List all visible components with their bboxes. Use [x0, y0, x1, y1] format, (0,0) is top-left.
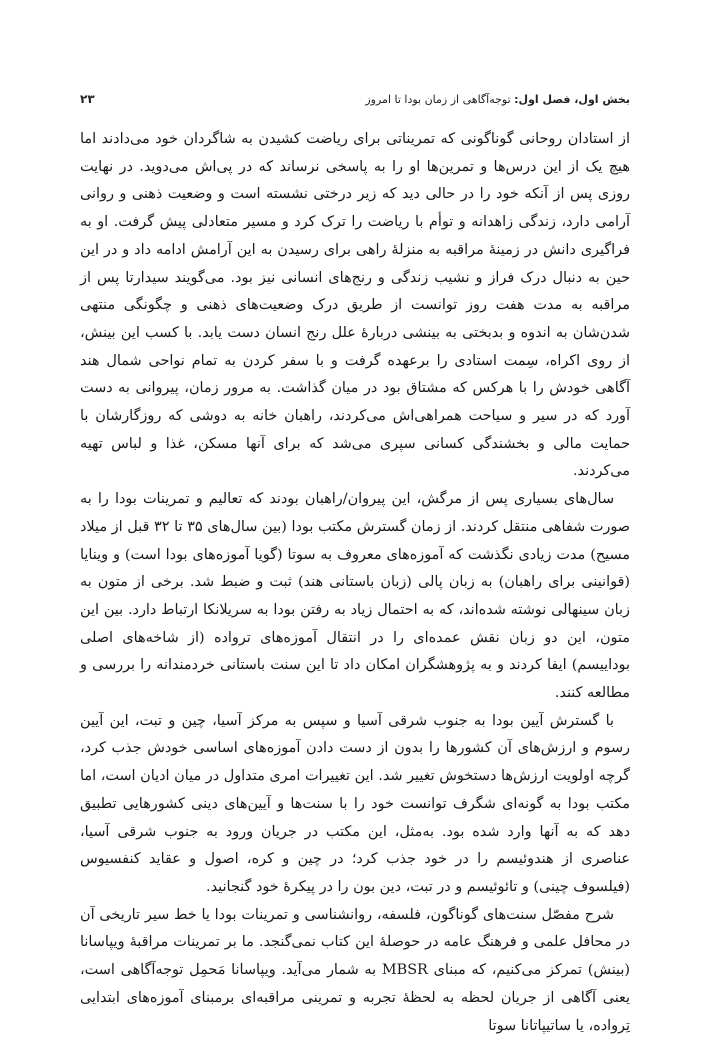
- body-text: [80, 126, 630, 1040]
- chapter-title: توجه‌آگاهی از زمان بودا تا امروز: [365, 93, 511, 106]
- section-label: بخش اول، فصل اول:: [514, 93, 630, 106]
- page-number: ۲۳: [80, 92, 95, 106]
- paragraph-2: سال‌های بسیاری پس از مرگش، این پیروان/راهبان بودند که تعالیم و تمرینات بودا را به صورت شفاهی منتقل کردند. از زمان گسترش مکتب بودا (بین سال‌های ۳۵ تا ۳۲ قبل از میلاد مسیح) مدت زیادی نگذشت که آموزه‌های معروف به سوتا (گویا آموزه‌های بودا است) و وینایا (قوانینی برای راهبان) به زبان پالی (زبان باستانی هند) ثبت و ضبط شد. برخی از متون به زبان سینهالی نوشته شده‌اند، که به احتمال زیاد به رفتن بودا به سریلانکا ارتباط دارد. بین این متون، این دو زبان نقش عمده‌ای را در انتقال آموزه‌های ترواده (از شاخه‌های اصلی بوداییسم) ایفا کردند و به پژوهشگران امکان داد تا این سنت باستانی خردمندانه را بررسی و مطالعه کنند.: [80, 491, 630, 702]
- paragraph-1: از استادان روحانی گوناگونی که تمریناتی برای ریاضت کشیدن به شاگردان خود می‌دادند اما هیچ یک از این درس‌ها و تمرین‌ها او را به پاسخی نرساند که در پی‌اش می‌دوید. در نهایت روزی پس از آنکه خود را در حالی دید که زیر درختی نشسته است و وضعیت ذهنی و روانی آرامی دارد، زندگی زاهدانه و توأم با ریاضت را ترک کرد و مسیر متعادلی پیش گرفت. او به فراگیری دانش در زمینهٔ مراقبه به منزلهٔ راهی برای رسیدن به این آرامش ادامه داد و در این حین به دنبال درک فراز و نشیب زندگی و رنج‌های انسانی نیز بود. می‌گویند سیدارتا پس از مراقبه به مدت هفت روز توانست از طریق درک وضعیت‌های ذهنی و چگونگی منتهی شدن‌شان به اندوه و بدبختی به بینشی دربارهٔ علل رنج انسان دست یابد. با کسب این بینش، از روی اکراه، سِمت استادی را برعهده گرفت و با سفر کردن به تمام نواحی شمال هند آگاهی خودش را با هرکس که مشتاق بود در میان گذاشت. به مرور زمان، پیروانی به دست آورد که در سیر و سیاحت همراهی‌اش می‌کردند، راهبان خانه به دوشی که روزگارشان با حمایت مالی و بخشندگی کسانی سپری می‌شد که برای آنها مسکن، غذا و لباس تهیه می‌کردند.: [80, 131, 630, 480]
- running-head-title: [365, 93, 630, 106]
- running-head: [80, 92, 630, 112]
- paragraph-4: شرح مفصّل سنت‌های گوناگون، فلسفه، روانشناسی و تمرینات بودا یا خط سیر تاریخی آن در محافل علمی و فرهنگ عامه در حوصلهٔ این کتاب نمی‌گنجد. ما بر تمرینات مراقبهٔ ویپاسانا (بینش) تمرکز می‌کنیم، که مبنای MBSR به شمار می‌آید. ویپاسانا مَحمِل توجه‌آگاهی است، یعنی آگاهی از جریان لحظه به لحظهٔ تجربه و تمرینی مراقبه‌ای برمبنای آموزه‌های ابتدایی تِرواده، یا ساتیپاتانا سوتا: [80, 906, 631, 1034]
- paragraph-3: با گسترش آیین بودا به جنوب شرقی آسیا و سپس به مرکز آسیا، چین و تبت، این آیین رسوم و ارزش‌های آن کشورها را بدون از دست دادن آموزه‌های اساسی خودش جذب کرد، گرچه اولویت ارزش‌ها دستخوش تغییر شد. این تغییرات امری متداول در میان ادیان است، اما مکتب بودا به گونه‌ای شگرف توانست خود را با سنت‌ها و آیین‌های دینی کشورهایی تطبیق دهد که به آنها وارد شده بود. به‌مثل، این مکتب در جریان ورود به جنوب شرقی آسیا، عناصری از هندوئیسم را در خود جذب کرد؛ در چین و کره، اصول و عقاید کنفسیوس (فیلسوف چینی) و تائوئیسم و در تبت، دین بون را در پیکرهٔ خود گنجانید.: [80, 712, 630, 895]
